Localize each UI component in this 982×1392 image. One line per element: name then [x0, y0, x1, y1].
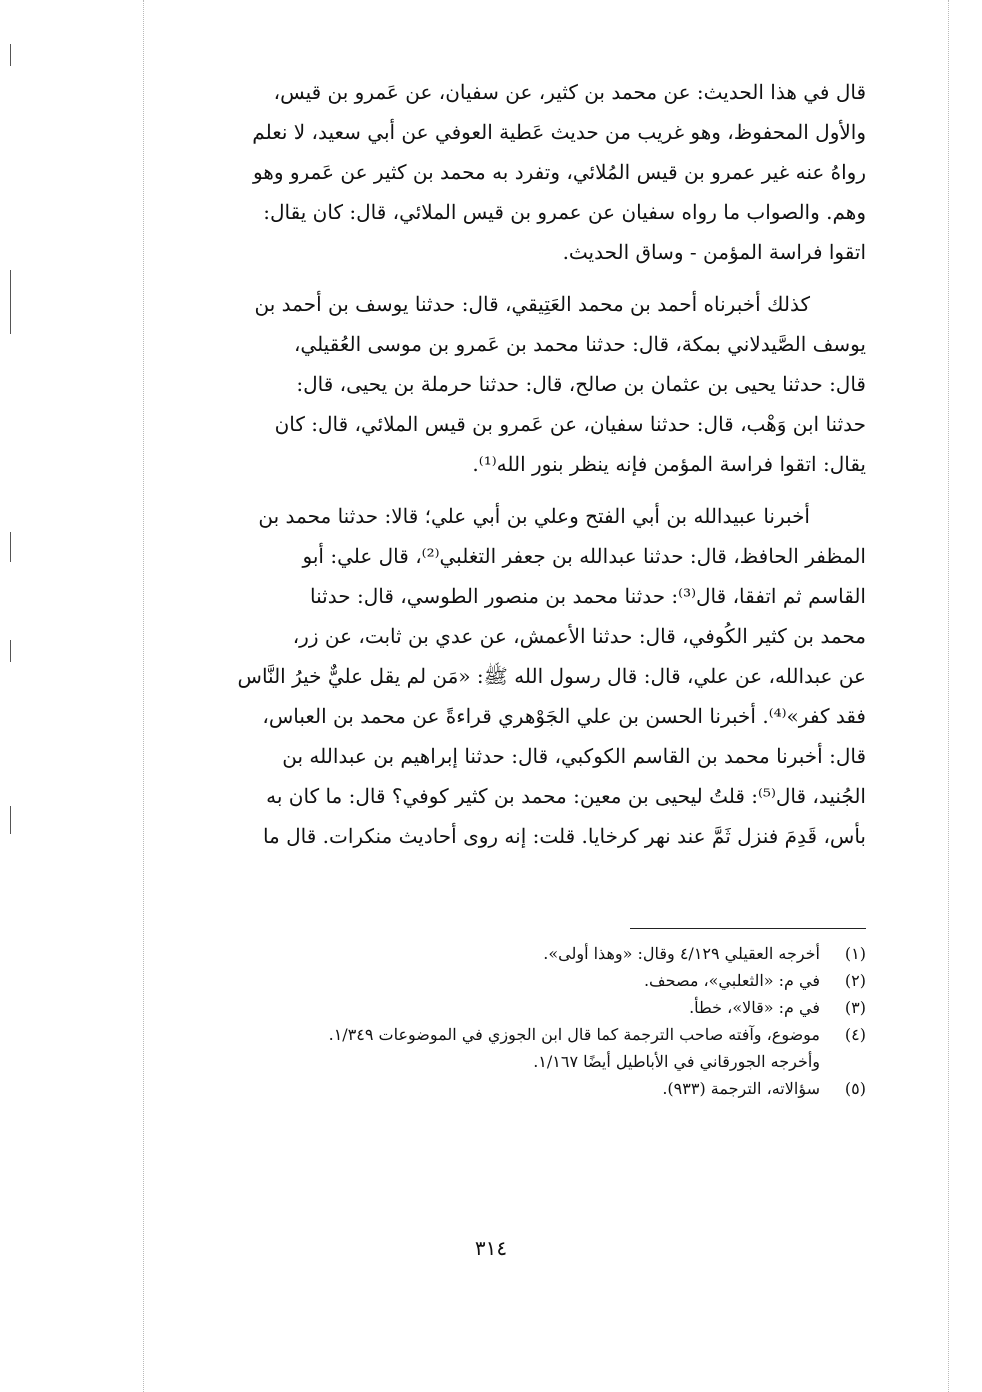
scan-edge-mark [10, 270, 11, 334]
paragraph: كذلك أخبرناه أحمد بن محمد العَتِيقي، قال: حدثنا يوسف بن أحمد بن يوسف الصَّيدلاني بمكة، قال: حدثنا محمد بن عَمرو بن موسى العُقيلي، قال: حدثنا يحيى بن عثمان بن صالح، قال: حدثنا حرملة بن يحيى، قال: حدثنا ابن وَهْب، قال: حدثنا سفيان، عن عَمرو بن قيس الملائي، قال: كان يقال: اتقوا فراسة المؤمن فإنه ينظر بنور الله⁽¹⁾. [254, 292, 866, 476]
footnote-number: (٥) [844, 1079, 866, 1098]
footnote-number: (٢) [844, 971, 866, 990]
footnote-separator [630, 928, 866, 929]
footnote-number: (٤) [844, 1025, 866, 1044]
footnote-text: في م: «قالا»، خطأ. [689, 998, 820, 1017]
footnote-text: أخرجه العقيلي ٤/١٢٩ وقال: «وهذا أولى». [543, 944, 820, 963]
scan-edge-mark [10, 806, 11, 834]
scan-guide-left [143, 0, 144, 1392]
footnote-item [150, 1021, 866, 1075]
footnote-item [150, 1075, 866, 1102]
page-body [150, 72, 866, 868]
footnote-text: في م: «الثعلبي»، مصحف. [643, 971, 820, 990]
page-number: ٣١٤ [474, 1236, 508, 1260]
scan-guide-right [948, 0, 949, 1392]
scan-edge-mark [10, 532, 11, 562]
scan-edge-mark [10, 640, 11, 662]
footnote-item [150, 940, 866, 967]
footnotes [150, 940, 866, 1102]
paragraph: قال في هذا الحديث: عن محمد بن كثير، عن سفيان، عن عَمرو بن قيس، والأول المحفوظ، وهو غريب من حديث عَطية العوفي عن أبي سعيد، لا نعلم رواهُ عنه غير عمرو بن قيس المُلائي، وتفرد به محمد بن كثير عن عَمرو وهو وهم. والصواب ما رواه سفيان عن عمرو بن قيس الملائي، قال: كان يقال: اتقوا فراسة المؤمن - وساق الحديث. [252, 80, 866, 264]
footnote-item [150, 967, 866, 994]
footnote-number: (٣) [844, 998, 866, 1017]
footnote-item [150, 994, 866, 1021]
paragraph: أخبرنا عبيدالله بن أبي الفتح وعلي بن أبي علي؛ قالا: حدثنا محمد بن المظفر الحافظ، قال: حدثنا عبدالله بن جعفر التغلبي⁽²⁾، قال علي: أبو القاسم ثم اتفقا، قال⁽³⁾: حدثنا محمد بن منصور الطوسي، قال: حدثنا محمد بن كثير الكُوفي، قال: حدثنا الأعمش، عن عدي بن ثابت، عن زر، عن عبدالله، عن علي، قال: قال رسول الله ﷺ: «مَن لم يقل عليٌّ خيرُ النَّاس فقد كفر»⁽⁴⁾. أخبرنا الحسن بن علي الجَوْهري قراءةً عن محمد بن العباس، قال: أخبرنا محمد بن القاسم الكوكبي، قال: حدثنا إبراهيم بن عبدالله بن الجُنيد، قال⁽⁵⁾: قلتُ ليحيى بن معين: محمد بن كثير كوفي؟ قال: ما كان به بأس، قَدِمَ فنزل ثَمَّ عند نهر كرخايا. قلت: إنه روى أحاديث منكرات. قال ما [237, 504, 866, 848]
footnote-number: (١) [844, 944, 866, 963]
footnote-text: موضوع، وآفته صاحب الترجمة كما قال ابن الجوزي في الموضوعات ١/٣٤٩. وأخرجه الجورقاني في الأباطيل أيضًا ١/١٦٧. [328, 1025, 820, 1071]
footnote-text: سؤالاته، الترجمة (٩٣٣). [662, 1079, 820, 1098]
scan-edge-mark [10, 44, 11, 66]
